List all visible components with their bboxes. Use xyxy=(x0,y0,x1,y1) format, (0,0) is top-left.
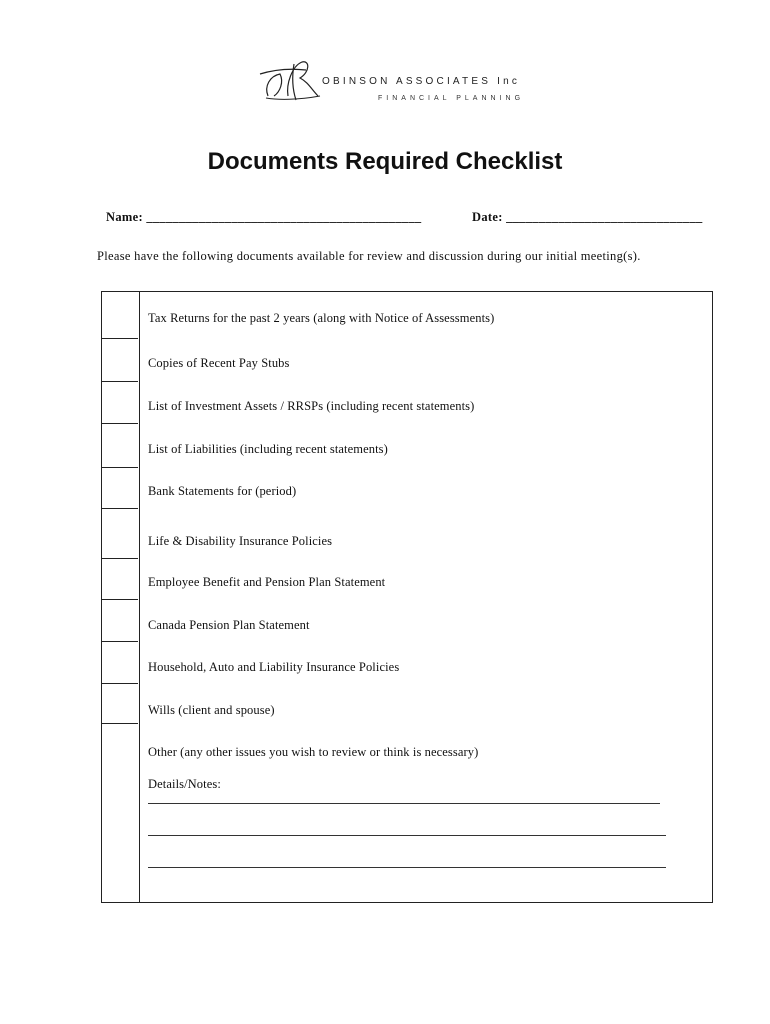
checkbox-row[interactable] xyxy=(102,292,138,339)
checklist-item: Copies of Recent Pay Stubs xyxy=(148,356,290,370)
checklist-item: Canada Pension Plan Statement xyxy=(148,618,310,632)
logo-tagline: FINANCIAL PLANNING xyxy=(378,95,525,102)
instructions-text: Please have the following documents available for review and discussion during our initial meeting(s). xyxy=(97,249,641,263)
company-logo xyxy=(258,56,538,108)
checkbox-row[interactable] xyxy=(102,641,138,684)
checklist-item: Wills (client and spouse) xyxy=(148,703,275,717)
name-field[interactable]: Name: __________________________________________ xyxy=(106,210,422,224)
details-notes-label: Details/Notes: xyxy=(148,777,221,791)
checkbox-row[interactable] xyxy=(102,683,138,724)
checkbox-row[interactable] xyxy=(102,558,138,600)
checkbox-row[interactable] xyxy=(102,381,138,424)
checkbox-row[interactable] xyxy=(102,467,138,509)
logo-company-name: OBINSON ASSOCIATES Inc xyxy=(322,76,521,87)
checkbox-row[interactable] xyxy=(102,423,138,468)
notes-line[interactable] xyxy=(148,803,660,804)
date-field[interactable]: Date: ______________________________ xyxy=(472,210,703,224)
checklist-table xyxy=(101,291,713,903)
checklist-item: List of Liabilities (including recent statements) xyxy=(148,442,388,456)
other-item: Other (any other issues you wish to review or think is necessary) xyxy=(148,745,479,759)
checklist-item: Tax Returns for the past 2 years (along with Notice of Assessments) xyxy=(148,311,495,325)
checklist-item: Life & Disability Insurance Policies xyxy=(148,534,333,548)
checkbox-row[interactable] xyxy=(102,599,138,642)
notes-line[interactable] xyxy=(148,867,666,868)
checklist-item: List of Investment Assets / RRSPs (including recent statements) xyxy=(148,399,475,413)
checklist-item: Bank Statements for (period) xyxy=(148,484,297,498)
checklist-item: Employee Benefit and Pension Plan Statement xyxy=(148,575,386,589)
notes-line[interactable] xyxy=(148,835,666,836)
checkbox-column-divider xyxy=(139,292,140,902)
checkbox-row[interactable] xyxy=(102,338,138,382)
page-title: Documents Required Checklist xyxy=(207,148,563,175)
checklist-item: Household, Auto and Liability Insurance Policies xyxy=(148,660,400,674)
checkbox-row[interactable] xyxy=(102,508,138,559)
